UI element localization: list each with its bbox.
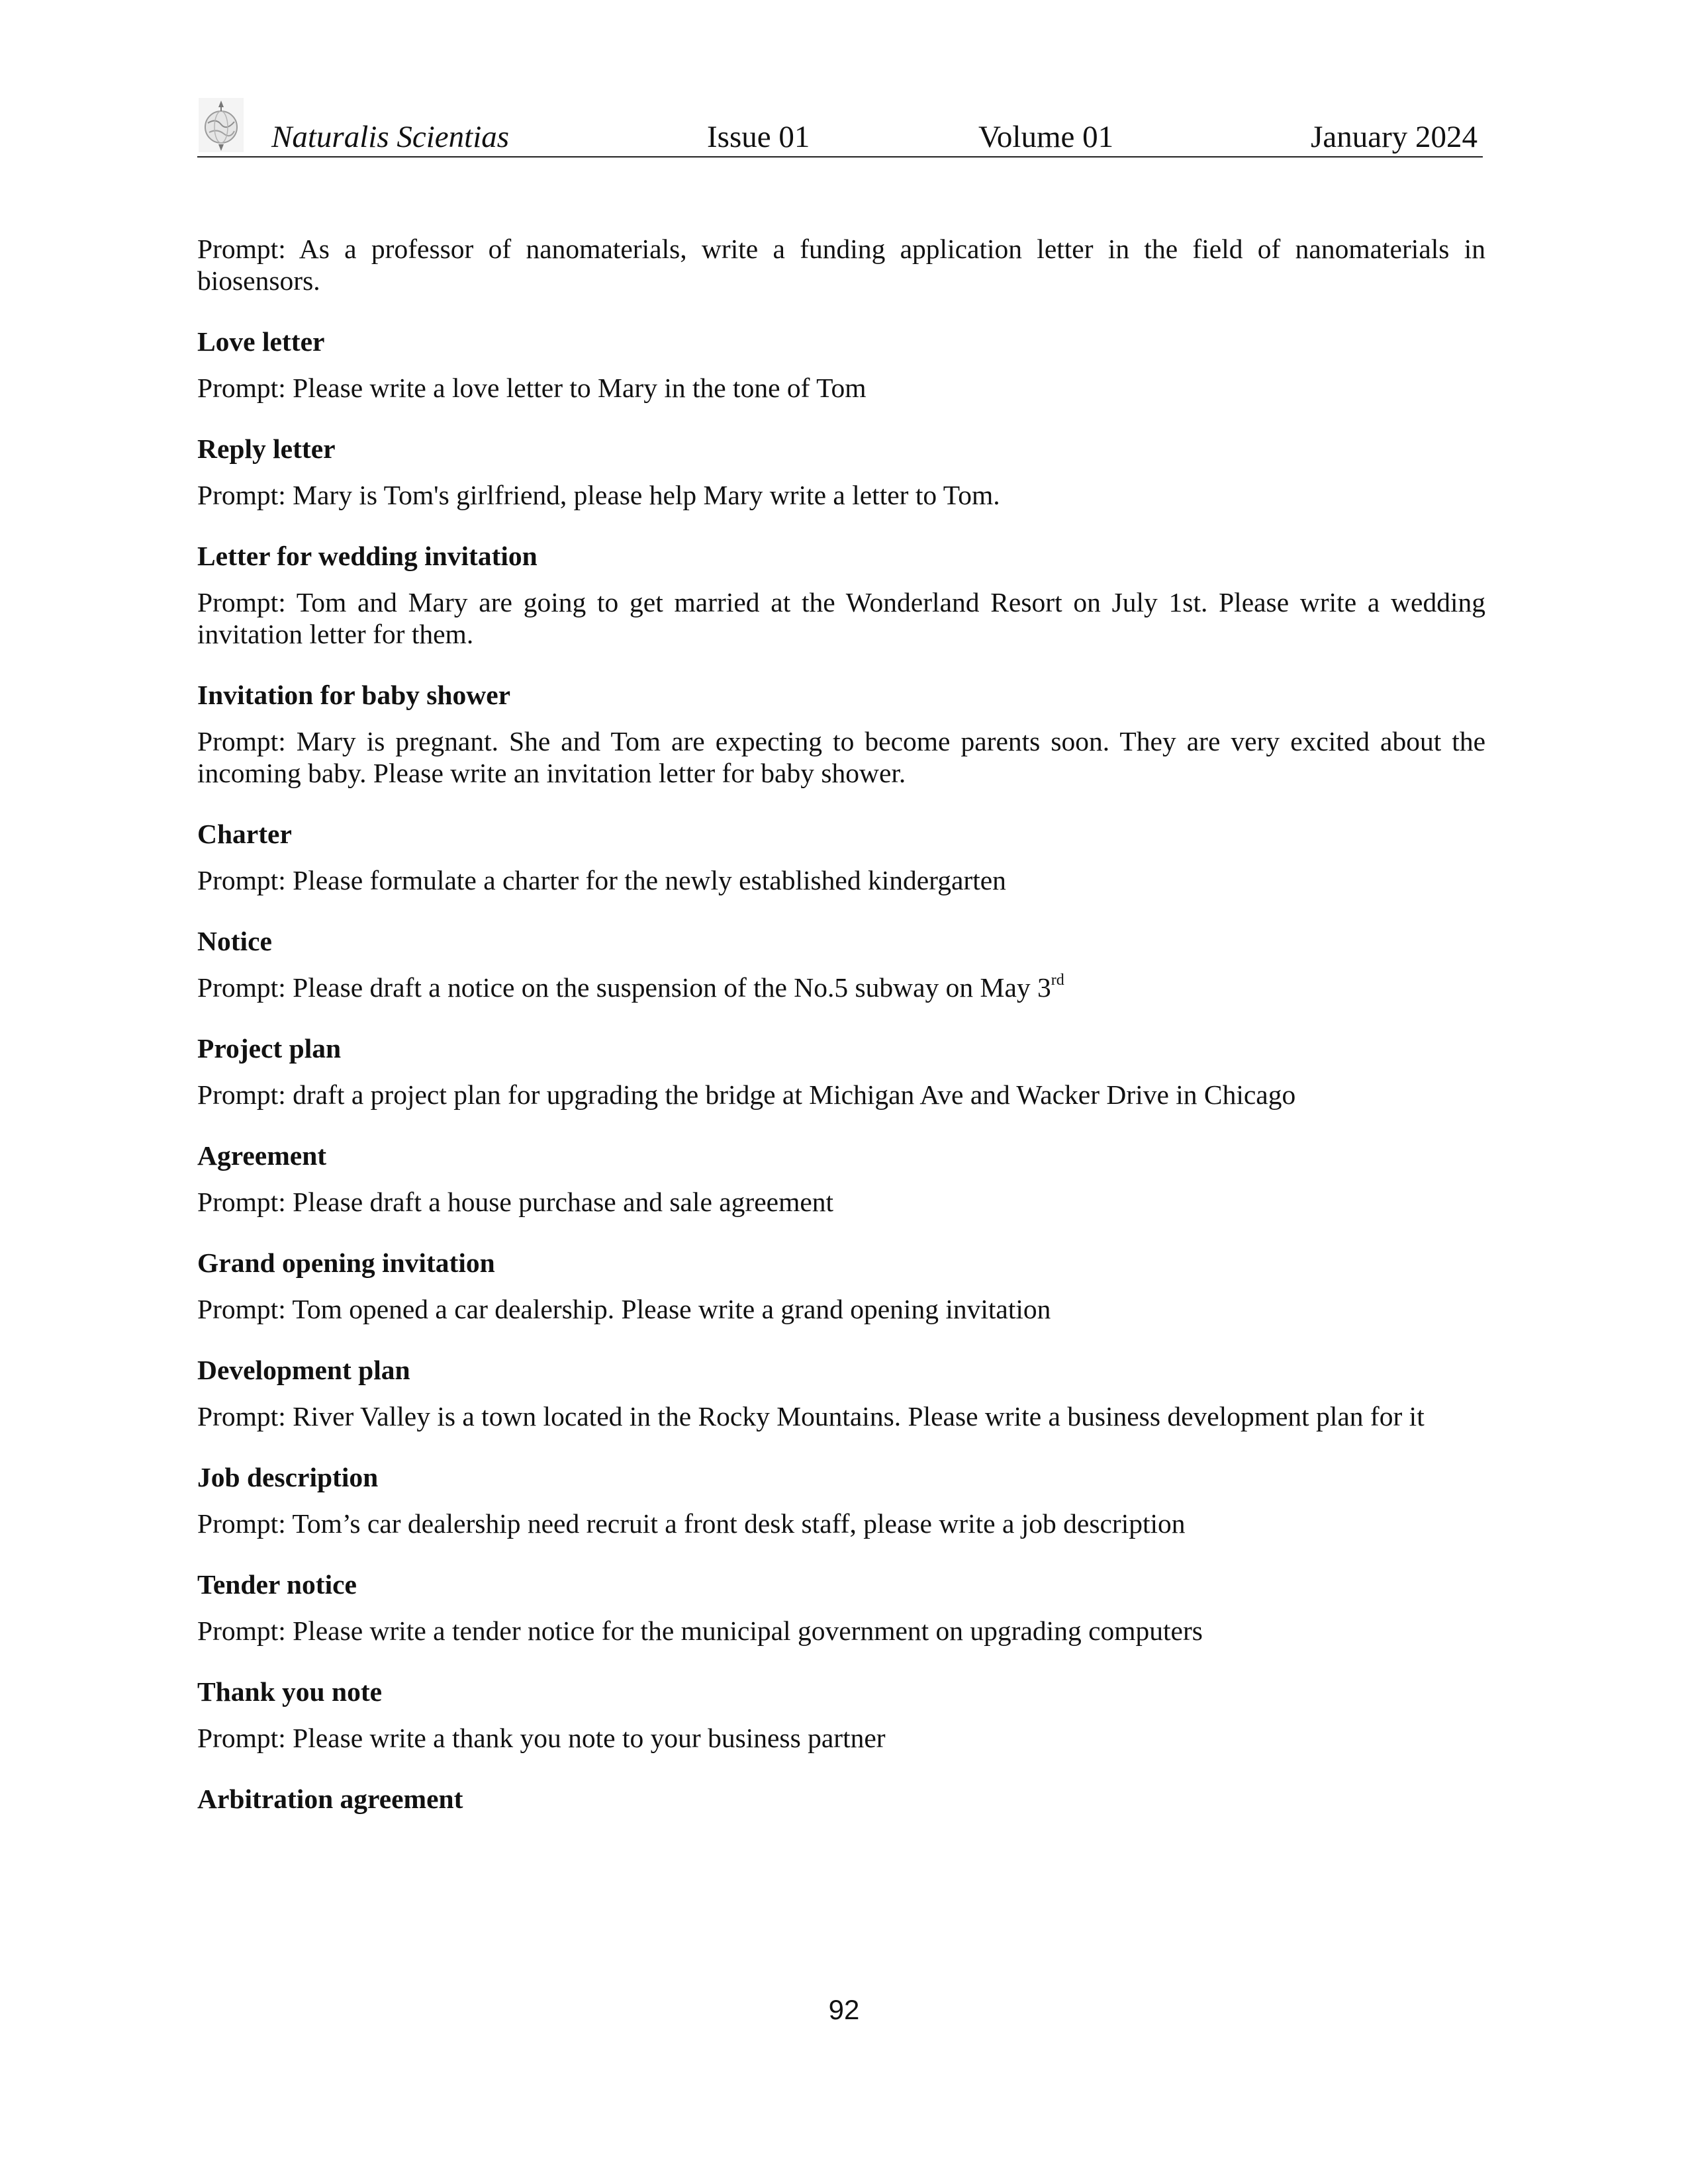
section-heading: Thank you note (197, 1676, 383, 1707)
issue-label: Issue 01 (707, 120, 810, 154)
section-prompt: Prompt: draft a project plan for upgrading the bridge at Michigan Ave and Wacker Drive in Chicago (197, 1079, 1296, 1110)
page-body (197, 233, 1485, 1815)
section-prompt-text: Prompt: Please draft a notice on the suspension of the No.5 subway on May 3 (197, 972, 1051, 1003)
section-heading: Tender notice (197, 1569, 357, 1600)
section-love-letter (197, 326, 1485, 404)
section-reply-letter (197, 433, 1485, 511)
section-heading: Love letter (197, 326, 325, 357)
section-heading: Arbitration agreement (197, 1784, 463, 1814)
section-prompt: Prompt: Mary is pregnant. She and Tom are expecting to become parents soon. They are very excited about the incoming baby. Please write an invitation letter for baby shower. (197, 726, 1485, 788)
section-notice (197, 925, 1485, 1003)
section-prompt: Prompt: Tom opened a car dealership. Please write a grand opening invitation (197, 1294, 1051, 1324)
section-project-plan (197, 1032, 1485, 1111)
section-prompt: Prompt: Tom’s car dealership need recruit a front desk staff, please write a job description (197, 1508, 1186, 1539)
intro-prompt: Prompt: As a professor of nanomaterials, write a funding application letter in the field of nanomaterials in biosensors. (197, 234, 1485, 296)
section-baby-shower (197, 679, 1485, 789)
section-heading: Job description (197, 1462, 379, 1492)
page-number: 92 (828, 1994, 860, 2025)
section-prompt: Prompt: Please draft a house purchase and sale agreement (197, 1187, 834, 1217)
section-heading: Development plan (197, 1355, 410, 1385)
section-heading: Letter for wedding invitation (197, 541, 538, 571)
section-grand-opening (197, 1247, 1485, 1325)
ordinal-superscript: rd (1051, 972, 1064, 989)
section-prompt: Prompt: Mary is Tom's girlfriend, please help Mary write a letter to Tom. (197, 480, 1000, 510)
section-heading: Invitation for baby shower (197, 680, 511, 710)
section-heading: Project plan (197, 1033, 342, 1064)
page-header (197, 93, 1483, 158)
section-prompt (197, 972, 1485, 1003)
publication-date: January 2024 (1311, 120, 1477, 154)
journal-name: Naturalis Scientias (271, 120, 510, 154)
section-thank-you-note (197, 1676, 1485, 1754)
section-heading: Notice (197, 926, 272, 956)
section-prompt: Prompt: Please write a love letter to Mary in the tone of Tom (197, 373, 867, 403)
volume-label: Volume 01 (978, 120, 1114, 154)
section-job-description (197, 1461, 1485, 1539)
section-prompt: Prompt: Please formulate a charter for the newly established kindergarten (197, 865, 1006, 895)
section-heading: Charter (197, 819, 292, 849)
section-tender-notice (197, 1569, 1485, 1647)
section-agreement (197, 1140, 1485, 1218)
section-prompt: Prompt: Please write a thank you note to your business partner (197, 1723, 886, 1753)
section-arbitration-agreement (197, 1783, 1485, 1815)
section-prompt: Prompt: River Valley is a town located in the Rocky Mountains. Please write a business development plan for it (197, 1401, 1425, 1432)
section-prompt: Prompt: Tom and Mary are going to get married at the Wonderland Resort on July 1st. Please write a wedding invitation letter for them. (197, 587, 1485, 649)
section-heading: Agreement (197, 1140, 327, 1171)
section-development-plan (197, 1354, 1485, 1432)
section-wedding-invitation (197, 540, 1485, 650)
globe-logo-icon (199, 98, 244, 152)
section-heading: Grand opening invitation (197, 1248, 495, 1278)
section-heading: Reply letter (197, 433, 336, 464)
section-charter (197, 818, 1485, 896)
section-prompt: Prompt: Please write a tender notice for the municipal government on upgrading computers (197, 1615, 1203, 1646)
